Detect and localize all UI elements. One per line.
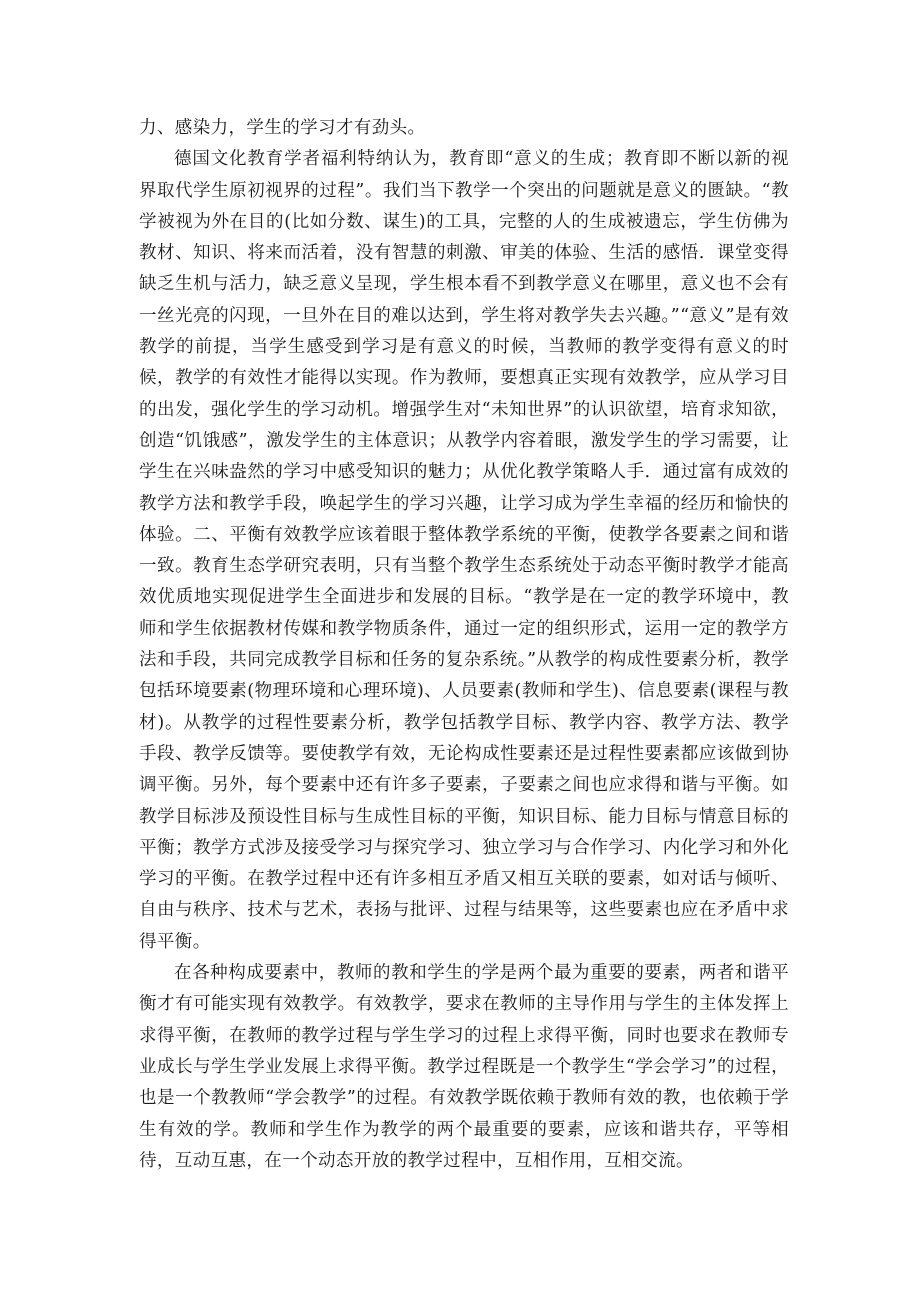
- paragraph-2: 德国文化教育学者福利特纳认为，教育即“意义的生成；教育即不断以新的视界取代学生原初视界的过程”。我们当下教学一个突出的问题就是意义的匮缺。“教学被视为外在目的(比如分数、谋生)的工具，完整的人的生成被遗忘，学生仿佛为教材、知识、将来而活着，没有智慧的刺激、审美的体验、生活的感悟．课堂变得缺乏生机与活力，缺乏意义呈现，学生根本看不到教学意义在哪里，意义也不会有一丝光亮的闪现，一旦外在目的难以达到，学生将对教学失去兴趣。”“意义”是有效教学的前提，当学生感受到学习是有意义的时候，当教师的教学变得有意义的时候，教学的有效性才能得以实现。作为教师，要想真正实现有效教学，应从学习目的出发，强化学生的学习动机。增强学生对“未知世界”的认识欲望，培育求知欲，创造“饥饿感”，激发学生的主体意识；从教学内容着眼，激发学生的学习需要，让学生在兴味盎然的学习中感受知识的魅力；从优化教学策略人手．通过富有成效的教学方法和教学手段，唤起学生的学习兴趣，让学习成为学生幸福的经历和愉快的体验。二、平衡有效教学应该着眼于整体教学系统的平衡，使教学各要素之间和谐一致。教育生态学研究表明，只有当整个教学生态系统处于动态平衡时教学才能高效优质地实现促进学生全面进步和发展的目标。“教学是在一定的教学环境中，教师和学生依据教材传媒和教学物质条件，通过一定的组织形式，运用一定的教学方法和手段，共同完成教学目标和任务的复杂系统。”从教学的构成性要素分析，教学包括环境要素(物理环境和心理环境)、人员要素(教师和学生)、信息要素(课程与教材)。从教学的过程性要素分析，教学包括教学目标、教学内容、教学方法、教学手段、教学反馈等。要使教学有效，无论构成性要素还是过程性要素都应该做到协调平衡。另外，每个要素中还有许多子要素，子要素之间也应求得和谐与平衡。如教学目标涉及预设性目标与生成性目标的平衡，知识目标、能力目标与情意目标的平衡；教学方式涉及接受学习与探究学习、独立学习与合作学习、内化学习和外化学习的平衡。在教学过程中还有许多相互矛盾又相互关联的要素，如对话与倾听、自由与秩序、技术与艺术，表扬与批评、过程与结果等，这些要素也应在矛盾中求得平衡。: [139, 149, 789, 952]
- document-body: [139, 113, 789, 1177]
- paragraph-1: 力、感染力，学生的学习才有劲头。: [139, 118, 426, 138]
- paragraph-3: 在各种构成要素中，教师的教和学生的学是两个最为重要的要素，两者和谐平衡才有可能实现有效教学。有效教学，要求在教师的主导作用与学生的主体发挥上求得平衡，在教师的教学过程与学生学习的过程上求得平衡，同时也要求在教师专业成长与学生学业发展上求得平衡。教学过程既是一个教学生“学会学习”的过程，也是一个教教师“学会教学”的过程。有效教学既依赖于教师有效的教，也依赖于学生有效的学。教师和学生作为教学的两个最重要的要素，应该和谐共存，平等相待，互动互惠，在一个动态开放的教学过程中，互相作用，互相交流。: [139, 963, 789, 1171]
